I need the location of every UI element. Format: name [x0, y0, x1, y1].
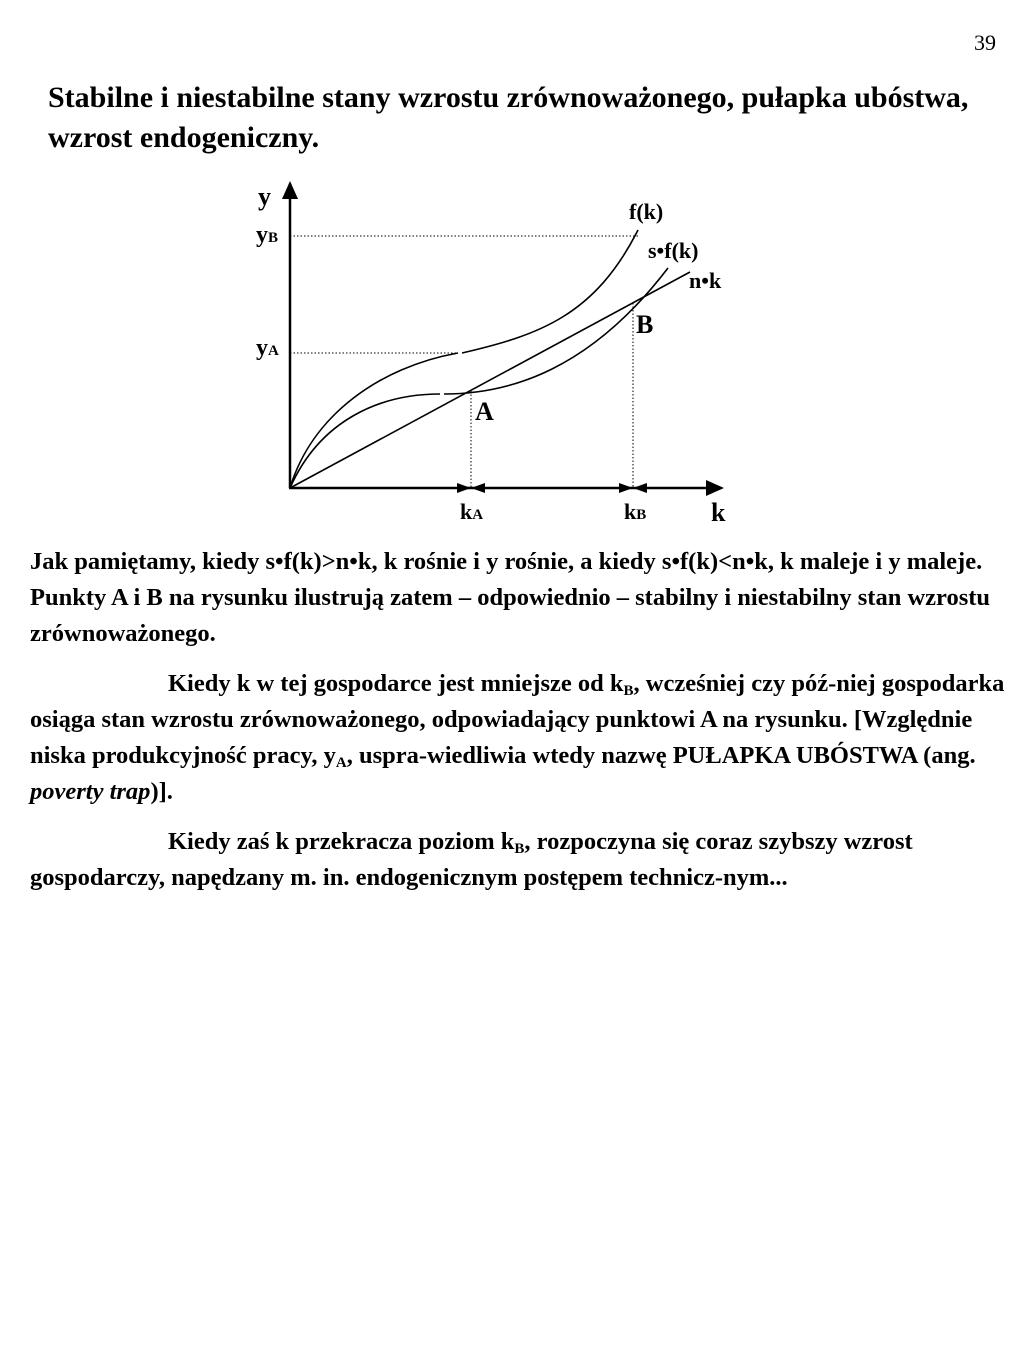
page-number: 39: [974, 30, 996, 55]
kA-arrow-left: [457, 483, 471, 493]
f-curve-label: f(k): [629, 199, 664, 224]
f-curve-upper: [462, 230, 638, 353]
nk-line: [290, 272, 690, 488]
yA-label: yA: [256, 335, 279, 361]
kB-arrow-right: [619, 483, 633, 493]
sf-curve-label: s•f(k): [648, 238, 699, 263]
nk-curve-label: n•k: [689, 268, 722, 293]
body-text: [30, 544, 1010, 910]
x-axis-arrow: [706, 480, 724, 496]
kA-label: kA: [460, 499, 484, 524]
f-curve: [290, 353, 458, 488]
page-title: Stabilne i niestabilne stany wzrostu zrównoważonego, pułapka ubóstwa, wzrost endogeniczny.: [48, 81, 969, 154]
kB-label: kB: [624, 499, 647, 524]
kB-arrow-left: [633, 483, 647, 493]
y-axis-label: y: [258, 182, 271, 211]
point-A-label: A: [475, 397, 494, 426]
paragraph-2: Kiedy k w tej gospodarce jest mniejsze od $k_B$, wcześniej czy póź-niej gospodarka osiąga stan wzrostu zrównoważonego, odpowiadający punktowi A na rysunku. [Względnie niska produkcyjność pracy, $y_A$, uspra-wiedliwia wtedy nazwę PUŁAPKA UBÓSTWA (ang. poverty trap)].: [30, 670, 1005, 805]
x-axis-label: k: [711, 498, 726, 527]
point-B-label: B: [636, 310, 654, 339]
diagram-svg: [240, 175, 760, 535]
paragraph-3: Kiedy zaś k przekracza poziom $k_B$, rozpoczyna się coraz szybszy wzrost gospodarczy, napędzany m. in. endogenicznym postępem technicz-nym...: [30, 828, 913, 891]
y-axis-arrow: [282, 181, 298, 199]
yB-label: yB: [256, 222, 279, 248]
paragraph-1: Jak pamiętamy, kiedy s•f(k)>n•k, k rośnie i y rośnie, a kiedy s•f(k)<n•k, k maleje i y maleje. Punkty A i B na rysunku ilustrują zatem – odpowiednio – stabilny i niestabilny stan wzrostu zrównoważonego.: [30, 548, 991, 647]
sf-curve-upper: [444, 268, 668, 394]
growth-diagram: [240, 175, 760, 535]
kA-arrow-right: [471, 483, 485, 493]
